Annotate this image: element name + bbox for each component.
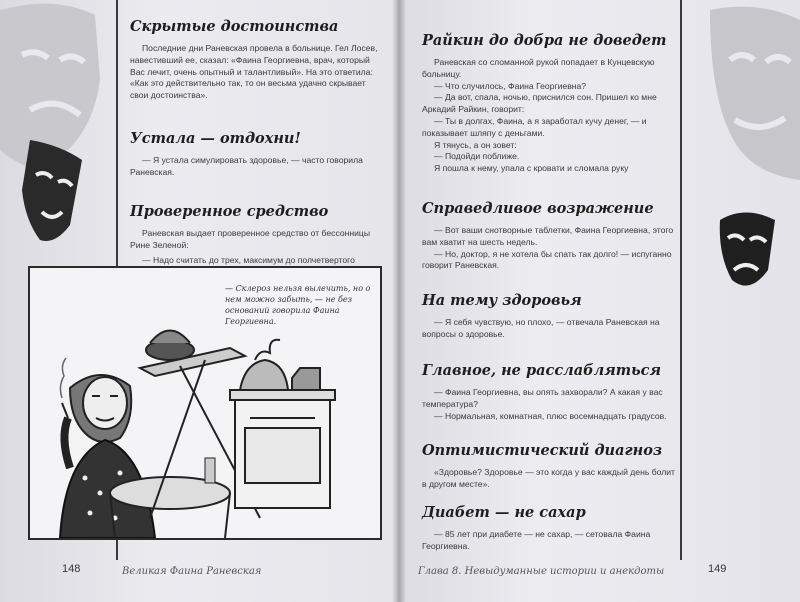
paragraph: Последние дни Раневская провела в больнице. Гел Лосев, навестивший ее, сказал: «Фаина Георгиевна, врач, который Вас лечит, очень опытный и талантливый». На это ответила: «Как это действительно так, то он весьма удачно скрывает свои достоинства». [130, 43, 378, 101]
section-title: Скрытые достоинства [130, 18, 339, 35]
section-dont-relax [422, 362, 677, 422]
section-title: Главное, не расслабляться [422, 362, 662, 379]
theater-masks-icon [680, 0, 800, 300]
paragraph: — Да вот, спала, ночью, приснился сон. Пришел ко мне Аркадий Райкин, говорит: [422, 92, 657, 115]
paragraph: — Вот ваши снотворные таблетки, Фаина Георгиевна, этого вам хватит на шесть недель. [422, 225, 674, 247]
paragraph: — Надо считать до трех, максимум до полчетвертого [142, 254, 355, 265]
theater-masks-icon [0, 0, 120, 250]
section-title: Райкин до добра не доведет [422, 32, 667, 49]
left-page [0, 0, 398, 602]
section-title: Устала — отдохни! [130, 130, 301, 147]
paragraph: Я тянусь, а он зовет: [434, 139, 517, 150]
paragraph: — Но, доктор, я не хотела бы спать так долго! — испуганно говорит Раневская. [422, 248, 672, 271]
section-health-topic [422, 292, 677, 341]
paragraph: Раневская со сломанной рукой попадает в Кунцевскую больницу. [422, 57, 655, 79]
paragraph: — Что случилось, Фаина Георгиевна? [434, 80, 587, 91]
paragraph: — Подойди поближе. [434, 151, 520, 162]
paragraph: «Здоровье? Здоровье — это когда у вас каждый день болит в другом месте». [422, 467, 675, 489]
section-proven-remedy [130, 203, 385, 266]
section-fair-objection [422, 200, 677, 272]
paragraph: — Нормальная, комнатная, плюс восемнадцать градусов. [434, 410, 667, 421]
paragraph: — Ты в долгах, Фаина, а я заработал кучу денег, — и показывает шляпу с деньгами. [422, 115, 647, 138]
cartoon-quote: — Склероз нельзя вылечить, но о нем можно забыть, — не без оснований говорила Фаина Георгиевна. [225, 284, 371, 326]
section-hidden-merits [130, 18, 385, 102]
section-title: На тему здоровья [422, 292, 582, 309]
right-margin-rule [680, 0, 682, 560]
page-number: 148 [62, 563, 81, 575]
section-diabetes [422, 504, 677, 553]
running-title: Великая Фаина Раневская [122, 566, 262, 577]
running-title: Глава 8. Невыдуманные истории и анекдоты [418, 566, 665, 577]
paragraph: Я пошла к нему, упала с кровати и сломала руку [434, 163, 629, 174]
page-number: 149 [708, 563, 727, 575]
right-page [398, 0, 800, 602]
section-title: Диабет — не сахар [422, 504, 586, 521]
section-optimistic-diagnosis [422, 442, 677, 491]
paragraph: — Я себя чувствую, но плохо, — отвечала Раневская на вопросы о здоровье. [422, 317, 660, 339]
book-gutter [392, 0, 406, 602]
section-title: Проверенное средство [130, 203, 329, 220]
paragraph: Раневская выдает проверенное средство от бессонницы Рине Зеленой: [130, 228, 371, 250]
paragraph: — Фаина Георгиевна, вы опять захворали? А какая у вас температура? [422, 387, 663, 409]
section-title: Справедливое возражение [422, 200, 654, 217]
paragraph: — Я устала симулировать здоровье, — часто говорила Раневская. [130, 155, 363, 177]
paragraph: — 85 лет при диабете — не сахар, — сетовала Фаина Георгиевна. [422, 529, 651, 551]
section-raikin [422, 32, 677, 175]
section-title: Оптимистический диагноз [422, 442, 663, 459]
section-tired-rest [130, 130, 385, 179]
